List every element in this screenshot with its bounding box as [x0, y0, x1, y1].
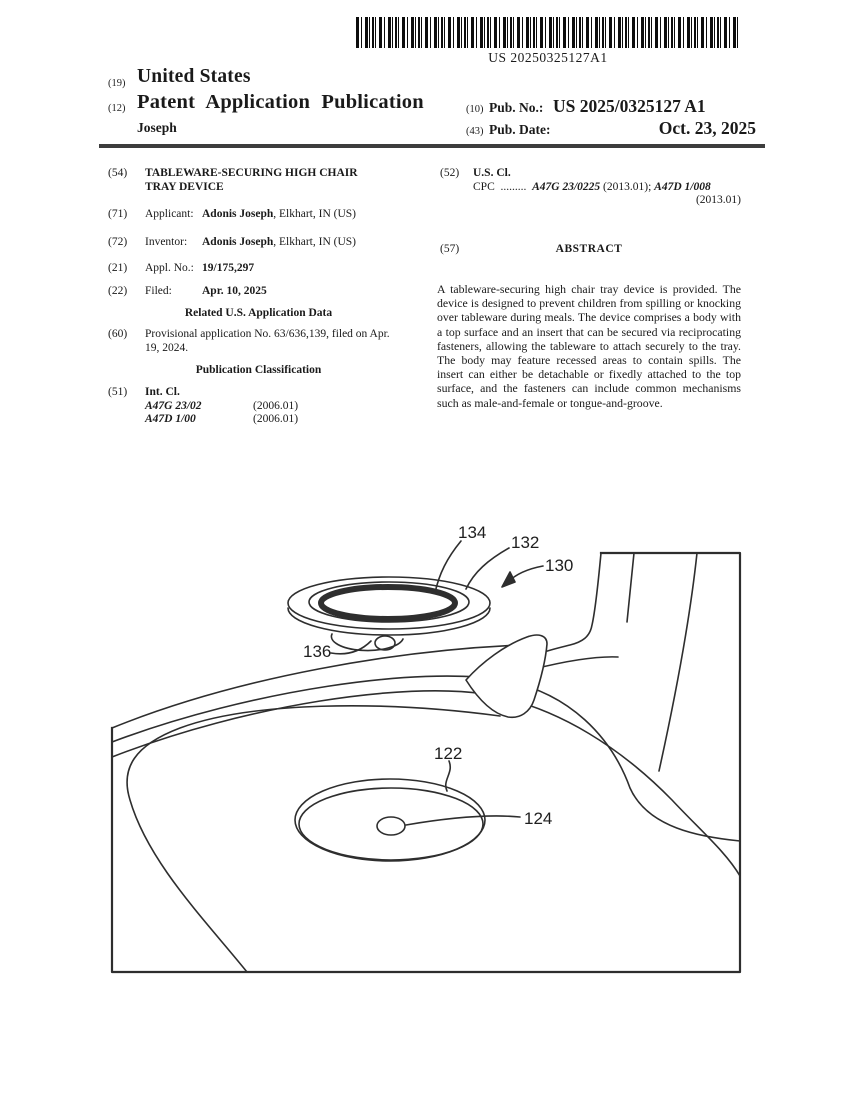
inventor-name: Adonis Joseph — [202, 236, 274, 248]
cpc-code-1: A47G 23/0225 — [532, 180, 601, 193]
tray-rim-inner — [112, 691, 740, 876]
leader-132 — [466, 548, 509, 589]
int-cl-year: (2006.01) — [253, 399, 299, 412]
pub-date-prefix: (43) — [466, 126, 484, 137]
tray-recess-inner — [299, 788, 483, 860]
insert-nub-detail — [375, 636, 395, 650]
tray-fastener-hole — [377, 817, 405, 835]
inventor-location: , Elkhart, IN (US) — [273, 236, 356, 248]
arrowhead-130 — [502, 572, 515, 587]
appl-no-field-number: (21) — [108, 262, 128, 274]
applicant-field-number: (71) — [108, 208, 128, 220]
applicant-location: , Elkhart, IN (US) — [273, 208, 356, 220]
filed-line — [145, 285, 267, 299]
document-kind-title: Patent Application Publication — [137, 91, 424, 113]
cpc-label: CPC — [473, 180, 495, 193]
int-cl-field-number: (51) — [108, 386, 128, 398]
invention-title-line1: TABLEWARE-SECURING HIGH CHAIR — [145, 167, 358, 179]
filed-value: Apr. 10, 2025 — [202, 285, 267, 297]
pub-date-label: Pub. Date: — [489, 122, 551, 137]
pub-no-prefix: (10) — [466, 104, 484, 115]
pub-no-label: Pub. No.: — [489, 100, 544, 115]
leader-134 — [435, 541, 461, 593]
provisional-line1: Provisional application No. 63/636,139, filed on Apr. — [145, 328, 390, 340]
leader-122 — [446, 761, 450, 791]
leader-124 — [406, 816, 520, 825]
cpc-line2: (2013.01) — [695, 193, 741, 206]
invention-title-line2: TRAY DEVICE — [145, 181, 224, 193]
country-name: United States — [137, 66, 251, 87]
us-cl-label: U.S. Cl. — [473, 167, 511, 179]
inventor-surname: Joseph — [137, 120, 177, 135]
patent-drawing — [0, 500, 864, 1010]
chair-post-front-edge — [659, 553, 697, 771]
figure-ref-122: 122 — [434, 744, 463, 763]
header-divider — [99, 144, 765, 148]
figure-ref-136: 136 — [303, 642, 332, 661]
inventor-label: Inventor: — [145, 236, 188, 248]
provisional-field-number: (60) — [108, 328, 128, 340]
barcode — [356, 17, 740, 48]
figure-ref-132: 132 — [511, 533, 540, 552]
pub-date-value: Oct. 23, 2025 — [658, 118, 756, 138]
int-cl-year: (2006.01) — [253, 413, 299, 425]
inventor-field-number: (72) — [108, 236, 128, 248]
us-cl-field-number: (52) — [440, 167, 460, 179]
int-cl-row — [145, 400, 298, 414]
filed-label: Filed: — [145, 285, 172, 297]
cpc-line — [473, 181, 711, 195]
applicant-name: Adonis Joseph — [202, 208, 274, 220]
tray-arm-lower-edge — [534, 657, 618, 669]
leader-136 — [331, 641, 371, 654]
barcode-number: US 20250325127A1 — [488, 50, 608, 65]
abstract-text: A tableware-securing high chair tray device is provided. The device is designed to prevent children from spilling or knocking over tableware during meals. The device comprises a body with a top surface and an insert that can be secured via reciprocating fasteners, allowing the tableware to attach securely to the tray. The body may feature recessed areas to contain spills. The insert can either be detachable or fixedly attached to the top surface, and the fasteners can include common mechanisms such as male-and-female or tongue-and-groove. — [437, 282, 741, 410]
figure-ref-130: 130 — [545, 556, 574, 575]
figure-ref-124: 124 — [524, 809, 553, 828]
title-field-number: (54) — [108, 167, 128, 179]
figure-ref-134: 134 — [458, 523, 487, 542]
related-data-heading: Related U.S. Application Data — [184, 307, 333, 319]
int-cl-label: Int. Cl. — [145, 386, 180, 398]
int-cl-row — [145, 413, 298, 427]
cpc-code-2: A47D 1/008 — [654, 180, 711, 193]
country-code-prefix: (19) — [108, 78, 126, 89]
filed-field-number: (22) — [108, 285, 128, 297]
applicant-line — [145, 208, 356, 222]
cpc-separator: (2013.01); — [600, 180, 655, 193]
tray-rim-outer — [112, 676, 740, 841]
chair-post-inner-line — [627, 553, 634, 622]
abstract-heading: ABSTRACT — [555, 243, 623, 255]
applicant-label: Applicant: — [145, 208, 194, 220]
abstract-field-number: (57) — [440, 243, 460, 255]
int-cl-code: A47G 23/02 — [145, 399, 202, 412]
int-cl-code: A47D 1/00 — [145, 413, 196, 425]
publication-classification-heading: Publication Classification — [195, 364, 322, 376]
appl-no-line — [145, 262, 254, 276]
pub-no-value: US 2025/0325127 A1 — [553, 96, 706, 116]
provisional-line2: 19, 2024. — [145, 341, 189, 354]
appl-no-value: 19/175,297 — [202, 262, 255, 274]
appl-no-label: Appl. No.: — [145, 262, 194, 274]
inventor-line — [145, 236, 356, 250]
cpc-dots: ......... — [500, 180, 527, 193]
document-kind-prefix: (12) — [108, 103, 126, 114]
